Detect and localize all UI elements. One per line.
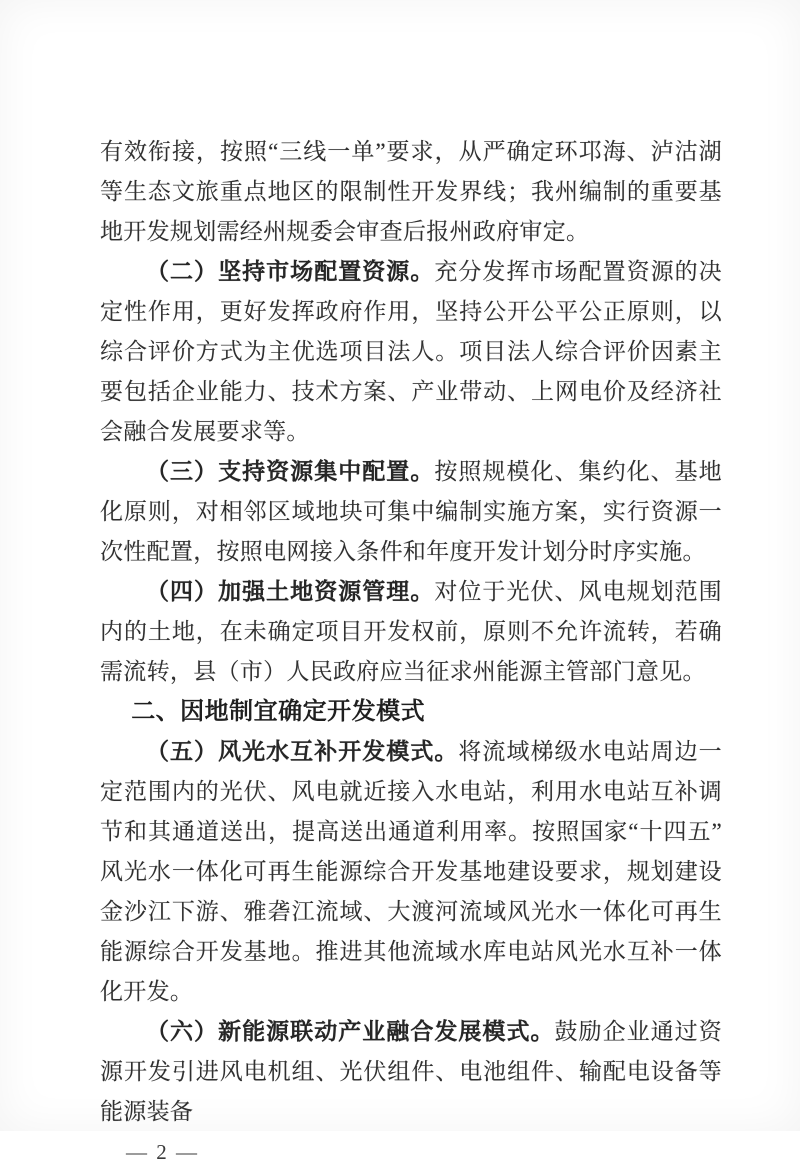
section-heading: 二、因地制宜确定开发模式 bbox=[131, 698, 426, 725]
paragraph-text: 鼓励企业通过资源开发引进风电机组、光伏组件、电池组件、输配电设备等能源装备 bbox=[100, 1019, 722, 1124]
paragraph-text: 按照规模化、集约化、基地化原则，对相邻区域地块可集中编制实施方案，实行资源一次性配置，按照电网接入条件和年度开发计划分时序实施。 bbox=[100, 459, 722, 564]
paragraph-clause-6 bbox=[100, 1012, 722, 1132]
clause-lead: （四）加强土地资源管理。 bbox=[146, 579, 435, 604]
clause-lead: （二）坚持市场配置资源。 bbox=[146, 259, 435, 284]
paragraph-text: 对位于光伏、风电规划范围内的土地，在未确定项目开发权前，原则不允许流转，若确需流转，县（市）人民政府应当征求州能源主管部门意见。 bbox=[100, 579, 722, 684]
paragraph-text: 有效衔接，按照“三线一单”要求，从严确定环邛海、泸沽湖等生态文旅重点地区的限制性开发界线；我州编制的重要基地开发规划需经州规委会审查后报州政府审定。 bbox=[100, 139, 722, 244]
paragraph-clause-2 bbox=[100, 252, 722, 452]
page-number: — 2 — bbox=[126, 1140, 199, 1164]
paragraph-text: 将流域梯级水电站周边一定范围内的光伏、风电就近接入水电站，利用水电站互补调节和其通道送出，提高送出通道利用率。按照国家“十四五”风光水一体化可再生能源综合开发基地建设要求，规划建设金沙江下游、雅砻江流域、大渡河流域风光水一体化可再生能源综合开发基地。推进其他流域水库电站风光水互补一体化开发。 bbox=[100, 739, 722, 1004]
paragraph-text: 充分发挥市场配置资源的决定性作用，更好发挥政府作用，坚持公开公平公正原则，以综合评价方式为主优选项目法人。项目法人综合评价因素主要包括企业能力、技术方案、产业带动、上网电价及经济社会融合发展要求等。 bbox=[100, 259, 722, 444]
clause-lead: （六）新能源联动产业融合发展模式。 bbox=[146, 1019, 555, 1044]
paragraph-clause-4 bbox=[100, 572, 722, 692]
paragraph-clause-3 bbox=[100, 452, 722, 572]
paragraph-clause-5 bbox=[100, 732, 722, 1012]
clause-lead: （三）支持资源集中配置。 bbox=[146, 459, 435, 484]
paragraph-continuation bbox=[100, 132, 722, 252]
clause-lead: （五）风光水互补开发模式。 bbox=[146, 739, 459, 764]
